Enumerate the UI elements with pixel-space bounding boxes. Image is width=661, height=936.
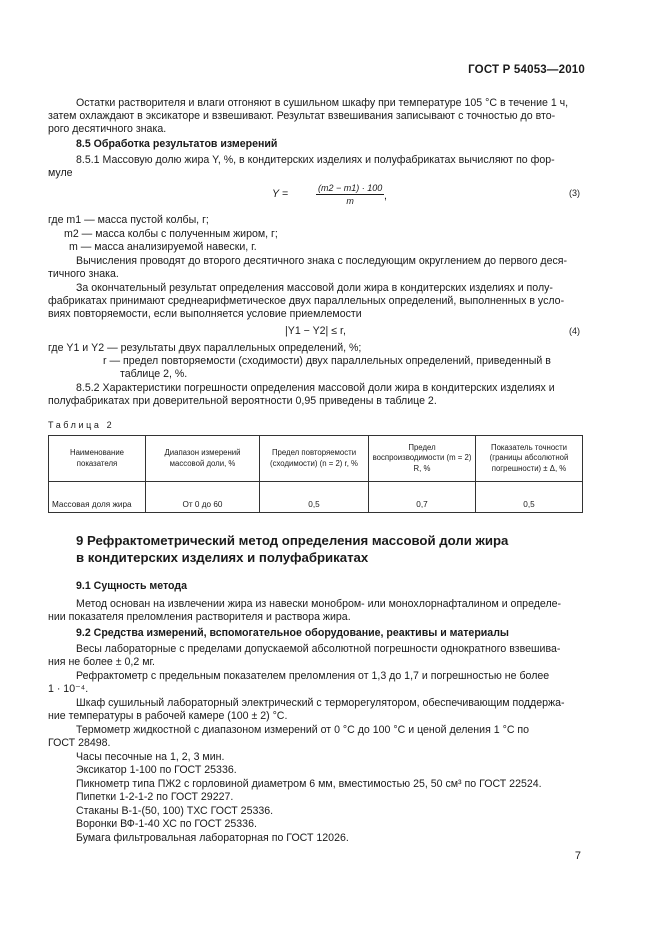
table-caption: Таблица 2 <box>48 420 115 430</box>
table-2 <box>48 435 583 513</box>
list-item: Эксикатор 1-100 по ГОСТ 25336. <box>76 764 237 776</box>
page-number: 7 <box>574 850 581 862</box>
equation-number: (3) <box>569 188 580 198</box>
list-item: Термометр жидкостной с диапазоном измерений от 0 °С до 100 °С и ценой деления 1 °С по <box>76 724 530 736</box>
equation-tail: , <box>384 190 387 202</box>
where-line: где Y1 и Y2 — результаты двух параллельных определений, %; <box>48 342 362 354</box>
table-header-cell: Показатель точности (границы абсолютной погрешности) ± Δ, % <box>476 436 583 482</box>
list-item: Воронки ВФ-1-40 ХС по ГОСТ 25336. <box>76 818 257 830</box>
list-item: Весы лабораторные с пределами допускаемой абсолютной погрешности однократного взвешива- <box>76 643 561 655</box>
table-cell: 0,5 <box>260 482 369 513</box>
paragraph-line: муле <box>48 167 73 179</box>
list-item: ния не более ± 0,2 мг. <box>48 656 155 668</box>
list-item: ГОСТ 28498. <box>48 737 111 749</box>
table-cell: От 0 до 60 <box>146 482 260 513</box>
paragraph-line: затем охлаждают в эксикаторе и взвешивают. Результат взвешивания записывают с точностью до вто- <box>48 110 556 122</box>
equation-numerator: (m2 − m1) · 100 <box>318 183 383 193</box>
paragraph-line: 8.5.2 Характеристики погрешности определения массовой доли жира в кондитерских изделиях и <box>76 382 555 394</box>
where-line: m — масса анализируемой навески, г. <box>69 241 257 253</box>
equation-4: |Y1 − Y2| ≤ r, <box>285 325 346 337</box>
section-9-title-line: в кондитерских изделиях и полуфабрикатах <box>76 550 369 565</box>
list-item: Рефрактометр с предельным показателем преломления от 1,3 до 1,7 и погрешностью не более <box>76 670 550 682</box>
list-item: ние температуры в рабочей камере (100 ± 2) °С. <box>48 710 288 722</box>
section-9-title-line: 9 Рефрактометрический метод определения массовой доли жира <box>76 533 509 548</box>
table-row <box>49 482 583 513</box>
where-line: где m1 — масса пустой колбы, г; <box>48 214 209 226</box>
paragraph-line: 8.5.1 Массовую долю жира Y, %, в кондитерских изделиях и полуфабрикатах вычисляют по фор- <box>76 154 555 166</box>
list-item: Пипетки 1-2-1-2 по ГОСТ 29227. <box>76 791 234 803</box>
paragraph-line: Остатки растворителя и влаги отгоняют в сушильном шкафу при температуре 105 °С в течение 1 ч, <box>76 97 569 109</box>
section-heading-9-1: 9.1 Сущность метода <box>76 580 188 592</box>
paragraph-line: фабрикатах принимают среднеарифметическое двух параллельных определений, выполненных в усло- <box>48 295 565 307</box>
section-heading-9-2: 9.2 Средства измерений, вспомогательное оборудование, реактивы и материалы <box>76 627 509 639</box>
list-item: Бумага фильтровальная лабораторная по ГОСТ 12026. <box>76 832 349 844</box>
paragraph-line: За окончательный результат определения массовой доли жира в кондитерских изделиях и полу- <box>76 282 553 294</box>
paragraph-line: Метод основан на извлечении жира из навески монобром- или монохлорнафталином и определе- <box>76 598 562 610</box>
table-header-cell: Наименование показателя <box>49 436 146 482</box>
table-header-cell: Предел повторяемости (сходимости) (n = 2) r, % <box>260 436 369 482</box>
list-item: 1 · 10⁻⁴. <box>48 683 89 695</box>
paragraph-line: рого десятичного знака. <box>48 123 167 135</box>
list-item: Шкаф сушильный лабораторный электрический с терморегулятором, обеспечивающим поддержа- <box>76 697 565 709</box>
paragraph-line: виях повторяемости, если выполняется условие приемлемости <box>48 308 362 320</box>
section-9-title <box>76 532 508 566</box>
table-header-row <box>49 436 583 482</box>
where-line: r — предел повторяемости (сходимости) двух параллельных определений, приведенный в <box>103 355 551 367</box>
list-item: Часы песочные на 1, 2, 3 мин. <box>76 751 225 763</box>
list-item: Пикнометр типа ПЖ2 с горловиной диаметром 6 мм, вместимостью 25, 50 см³ по ГОСТ 22524. <box>76 778 542 790</box>
list-item: Стаканы В-1-(50, 100) ТХС ГОСТ 25336. <box>76 805 274 817</box>
table-header-cell: Предел воспроизводимости (m = 2) R, % <box>369 436 476 482</box>
section-heading-8-5: 8.5 Обработка результатов измерений <box>76 138 278 150</box>
paragraph-line: нии показателя преломления растворителя и раствора жира. <box>48 611 351 623</box>
table-header-cell: Диапазон измерений массовой доли, % <box>146 436 260 482</box>
paragraph-line: полуфабрикатах при доверительной вероятности 0,95 приведены в таблице 2. <box>48 395 437 407</box>
document-code: ГОСТ Р 54053—2010 <box>468 64 585 76</box>
equation-denominator: m <box>346 196 354 206</box>
table-cell: 0,7 <box>369 482 476 513</box>
equation-number: (4) <box>569 326 580 336</box>
paragraph-line: Вычисления проводят до второго десятичного знака с последующим округлением до первого деся- <box>76 255 568 267</box>
table-cell: Массовая доля жира <box>49 482 146 513</box>
equation-lhs: Y = <box>272 188 289 200</box>
table-cell: 0,5 <box>476 482 583 513</box>
where-line: m2 — масса колбы с полученным жиром, г; <box>64 228 278 240</box>
paragraph-line: тичного знака. <box>48 268 119 280</box>
where-line: таблице 2, %. <box>120 368 188 380</box>
equation-fraction <box>316 183 384 206</box>
